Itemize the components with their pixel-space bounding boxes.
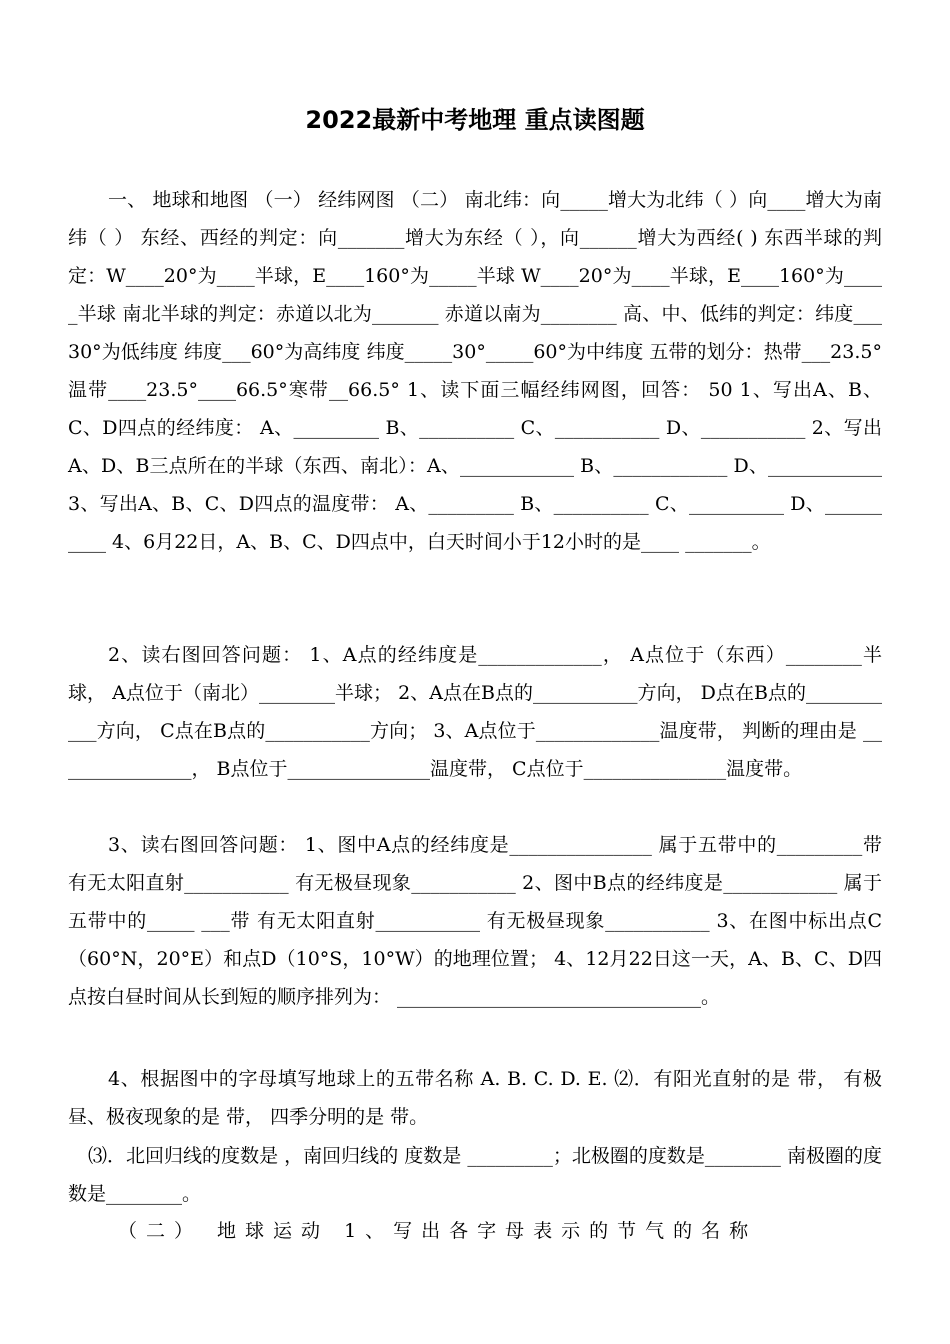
document-title: 2022最新中考地理 重点读图题 [305, 106, 645, 134]
paragraph-question-2: 2、读右图回答问题： 1、A点的经纬度是_____________， A点位于（东西）________半球， A点位于（南北）________半球； 2、A点在B点的___________方向， D点在B点的___________方向， C点在B点的___________方向； 3、A点位于_____________温度带， 判断的理由是 _______________， B点位于_______________温度带， C点位于_______________温度带。 [68, 644, 882, 780]
paragraph-tropic-degrees: ⑶．北回归线的度数是 ，南回归线的 度数是 _________；北极圈的度数是________ 南极圈的度数是________。 [68, 1145, 882, 1205]
paragraph-question-4: 4、根据图中的字母填写地球上的五带名称 A. B. C. D. E. ⑵．有阳光直射的是 带， 有极昼、极夜现象的是 带， 四季分明的是 带。 [68, 1068, 882, 1128]
paragraph-question-3: 3、读右图回答问题： 1、图中A点的经纬度是_______________ 属于五带中的_________带 有无太阳直射___________ 有无极昼现象___________ 2、图中B点的经纬度是____________ 属于五带中的_____ ___带 有无太阳直射___________ 有无极昼现象___________ 3、在图中标出点C（60°N，20°E）和点D（10°S，10°W）的地理位置； 4、12月22日这一天，A、B、C、D四点按白昼时间从长到短的顺序排列为： ________________________________。 [68, 834, 889, 1008]
paragraph-earth-and-maps: 一、 地球和地图 （一） 经纬网图 （二） 南北纬：向_____增大为北纬（ ）向____增大为南纬（ ） 东经、西经的判定：向_______增大为东经（ ），向______增大为西经( ) 东西半球的判定：W____20°为____半球，E____160°为_____半球 W____20°为____半球，E____160°为_____半球 南北半球的判定：赤道以北为_______ 赤道以南为________ 高、中、低纬的判定：纬度___30°为低纬度 纬度___60°为高纬度 纬度_____30°_____60°为中纬度 五带的划分：热带___23.5°温带____23.5°____66.5°寒带__66.5° 1、读下面三幅经纬网图，回答： 50 1、写出A、B、C、D四点的经纬度： A、_________ B、__________ C、___________ D、___________ 2、写出A、D、B三点所在的半球（东西、南北）：A、____________ B、____________ D、____________ 3、写出A、B、C、D四点的温度带： A、_________ B、__________ C、__________ D、__________ 4、6月22日，A、B、C、D四点中，白天时间小于12小时的是____ _______。 [68, 189, 889, 553]
paragraph-earth-motion: （二） 地球运动 1、写出各字母表示的节气的名称 [118, 1220, 758, 1242]
